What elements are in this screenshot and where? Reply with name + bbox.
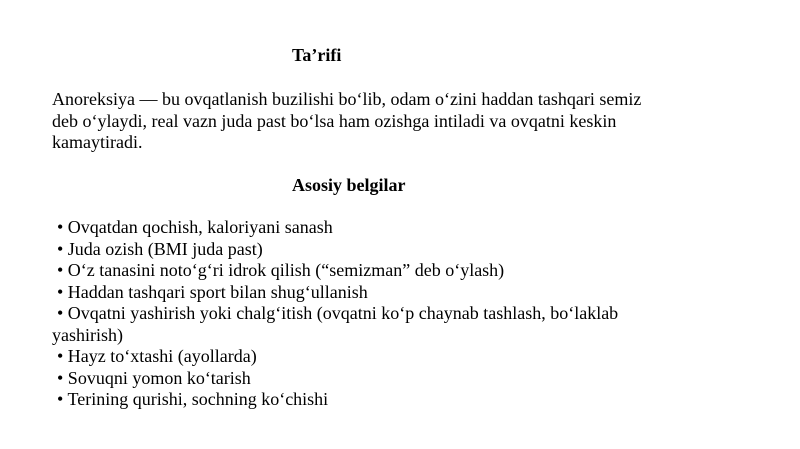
list-item (52, 303, 752, 346)
list-item (52, 389, 752, 411)
list-item-line: • Sovuqni yomon ko‘tarish (57, 367, 251, 388)
definition-line: kamaytiradi. (52, 132, 143, 152)
signs-title: Asosiy belgilar (292, 175, 406, 195)
list-item (52, 239, 752, 261)
list-item-line: yashirish) (52, 324, 123, 345)
list-item-line: • Terining qurishi, sochning ko‘chishi (57, 389, 329, 409)
list-item (52, 282, 752, 304)
list-item (52, 217, 752, 239)
list-item (52, 368, 752, 390)
list-item-line: • Ovqatdan qochish, kaloriyani sanash (57, 217, 333, 237)
definition-paragraph (52, 89, 752, 154)
list-item (52, 260, 752, 282)
list-item-line: • Haddan tashqari sport bilan shug‘ullanish (57, 281, 368, 302)
list-item-line: • Hayz to‘xtashi (ayollarda) (57, 346, 257, 366)
list-item-line: • Ovqatni yashirish yoki chalg‘itish (ovqatni ko‘p chaynab tashlash, bo‘laklab (57, 303, 619, 323)
definition-line: Anoreksiya — bu ovqatlanish buzilishi bo‘lib, odam o‘zini haddan tashqari semiz (52, 89, 642, 109)
list-item-line: • O‘z tanasini noto‘g‘ri idrok qilish (“semizman” deb o‘ylash) (57, 260, 505, 280)
definition-title: Ta’rifi (292, 45, 342, 65)
definition-line: deb o‘ylaydi, real vazn juda past bo‘lsa ham ozishga intiladi va ovqatni keskin (52, 110, 617, 131)
signs-list (52, 217, 752, 411)
list-item-line: • Juda ozish (BMI juda past) (57, 238, 263, 259)
list-item (52, 346, 752, 368)
